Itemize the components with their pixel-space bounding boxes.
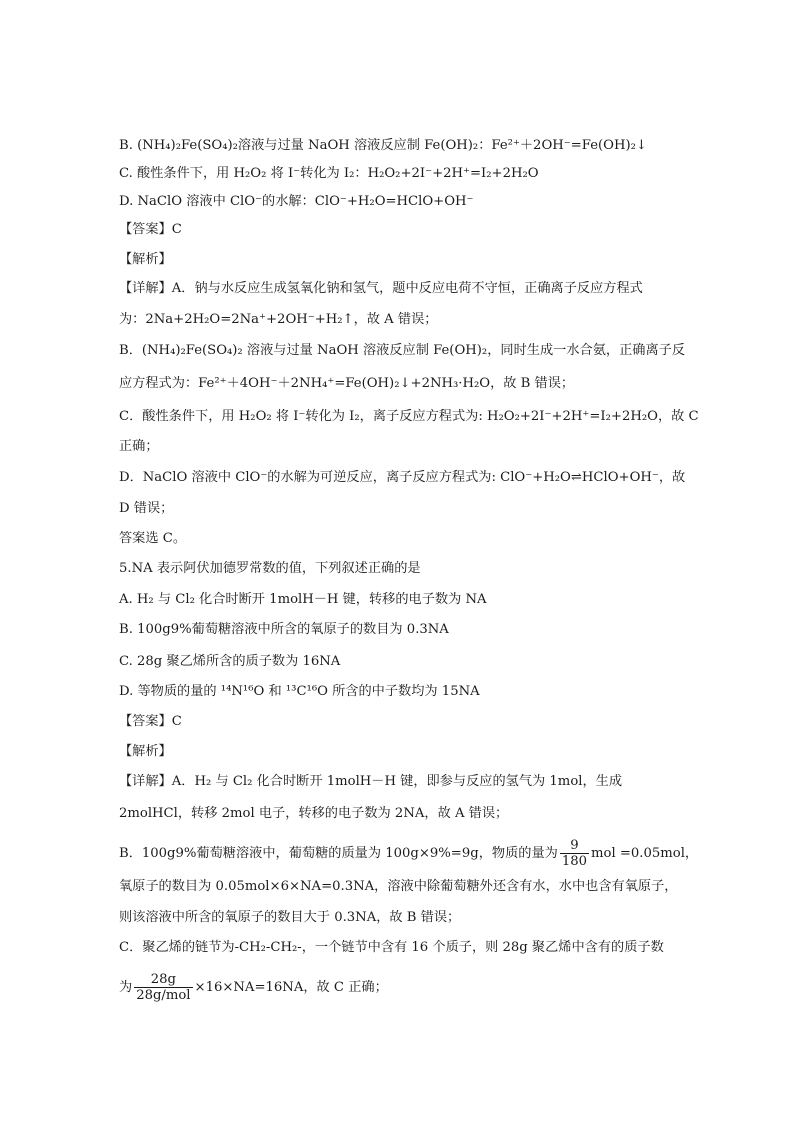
line-text: B. (NH₄)₂Fe(SO₄)₂溶液与过量 NaOH 溶液反应制 Fe(OH)₂：Fe²⁺＋2OH⁻=Fe(OH)₂↓ (119, 138, 647, 153)
fraction-denominator: 180 (561, 854, 587, 869)
fraction (560, 838, 589, 869)
text-line (119, 437, 689, 457)
line-text: 答案选 C。 (119, 531, 187, 546)
fraction (134, 972, 192, 1003)
line-text: 【答案】C (119, 222, 182, 237)
option-a (119, 590, 689, 610)
option-c (119, 652, 689, 672)
line-text: C. 酸性条件下，用 H₂O₂ 将 I⁻转化为 I₂：H₂O₂+2I⁻+2H⁺=I₂+2H₂O (119, 166, 539, 181)
text-line (119, 529, 689, 549)
text-line (119, 468, 689, 488)
text-line (119, 310, 689, 330)
text-line (119, 407, 699, 427)
line-text: C. 28g 聚乙烯所含的质子数为 16NA (119, 654, 341, 669)
fraction-numerator: 28g (134, 972, 192, 988)
fraction-denominator: 28g/mol (136, 988, 191, 1003)
text-line (119, 164, 689, 184)
line-text: B．(NH₄)₂Fe(SO₄)₂ 溶液与过量 NaOH 溶液反应制 Fe(OH)₂，同时生成一水合氨，正确离子反 (119, 343, 686, 358)
line-text: D．NaClO 溶液中 ClO⁻的水解为可逆反应，离子反应方程式为: ClO⁻+H₂O⇌HClO+OH⁻，故 (119, 470, 686, 485)
line-text: 正确； (119, 439, 159, 454)
line-text: 应方程式为：Fe²⁺＋4OH⁻＋2NH₄⁺=Fe(OH)₂↓+2NH₃·H₂O，故 B 错误； (119, 376, 575, 391)
line-text: 为 (119, 980, 133, 995)
analysis-label (119, 250, 689, 270)
text-line (119, 877, 689, 897)
line-text: 【详解】A．钠与水反应生成氢氧化钠和氢气，题中反应电荷不守恒，正确离子反应方程式 (119, 281, 643, 296)
line-text: B. 100g9%葡萄糖溶液中所含的氧原子的数目为 0.3NA (119, 622, 449, 637)
line-text: 【解析】 (119, 744, 172, 759)
option-b (119, 620, 689, 640)
text-line (119, 938, 689, 958)
line-text: 【答案】C (119, 714, 182, 729)
text-line (119, 136, 689, 156)
line-text: B．100g9%葡萄糖溶液中，葡萄糖的质量为 100g×9%=9g，物质的量为 (119, 846, 558, 861)
fraction-line-c (119, 970, 689, 1006)
line-text: 【详解】A．H₂ 与 Cl₂ 化合时断开 1molH－H 键，即参与反应的氢气为 1mol，生成 (119, 774, 623, 789)
text-line (119, 192, 689, 212)
text-line (119, 374, 689, 394)
line-text: 2molHCl，转移 2mol 电子，转移的电子数为 2NA，故 A 错误； (119, 806, 509, 821)
line-text: C．聚乙烯的链节为-CH₂-CH₂-，一个链节中含有 16 个质子，则 28g 聚乙烯中含有的质子数 (119, 940, 664, 955)
line-text: D 错误； (119, 501, 174, 516)
fraction-line-b (119, 836, 699, 872)
line-text: D. 等物质的量的 ¹⁴N¹⁶O 和 ¹³C¹⁶O 所含的中子数均为 15NA (119, 684, 480, 699)
text-line (119, 279, 689, 299)
text-line (119, 772, 689, 792)
line-text: 则该溶液中所含的氧原子的数目大于 0.3NA，故 B 错误； (119, 910, 461, 925)
line-text: 为：2Na+2H₂O=2Na⁺+2OH⁻+H₂↑，故 A 错误； (119, 312, 438, 327)
line-text: 【解析】 (119, 252, 172, 267)
answer-label (119, 712, 689, 732)
line-text: ×16×NA=16NA，故 C 正确； (194, 980, 388, 995)
analysis-label (119, 742, 689, 762)
line-text: mol =0.05mol， (591, 846, 699, 861)
line-text: 氧原子的数目为 0.05mol×6×NA=0.3NA，溶液中除葡萄糖外还含有水，水中也含有氧原子， (119, 879, 678, 894)
line-text: 5.NA 表示阿伏加德罗常数的值，下列叙述正确的是 (119, 561, 421, 576)
fraction-numerator: 9 (560, 838, 589, 854)
text-line (119, 341, 689, 361)
text-line (119, 499, 689, 519)
answer-label (119, 220, 689, 240)
question-title (119, 559, 689, 579)
text-line (119, 908, 689, 928)
line-text: A. H₂ 与 Cl₂ 化合时断开 1molH－H 键，转移的电子数为 NA (119, 592, 487, 607)
option-d (119, 682, 689, 702)
line-text: C．酸性条件下，用 H₂O₂ 将 I⁻转化为 I₂，离子反应方程式为: H₂O₂+2I⁻+2H⁺=I₂+2H₂O，故 C (119, 409, 699, 424)
text-line (119, 804, 689, 824)
line-text: D. NaClO 溶液中 ClO⁻的水解：ClO⁻+H₂O=HClO+OH⁻ (119, 194, 474, 209)
